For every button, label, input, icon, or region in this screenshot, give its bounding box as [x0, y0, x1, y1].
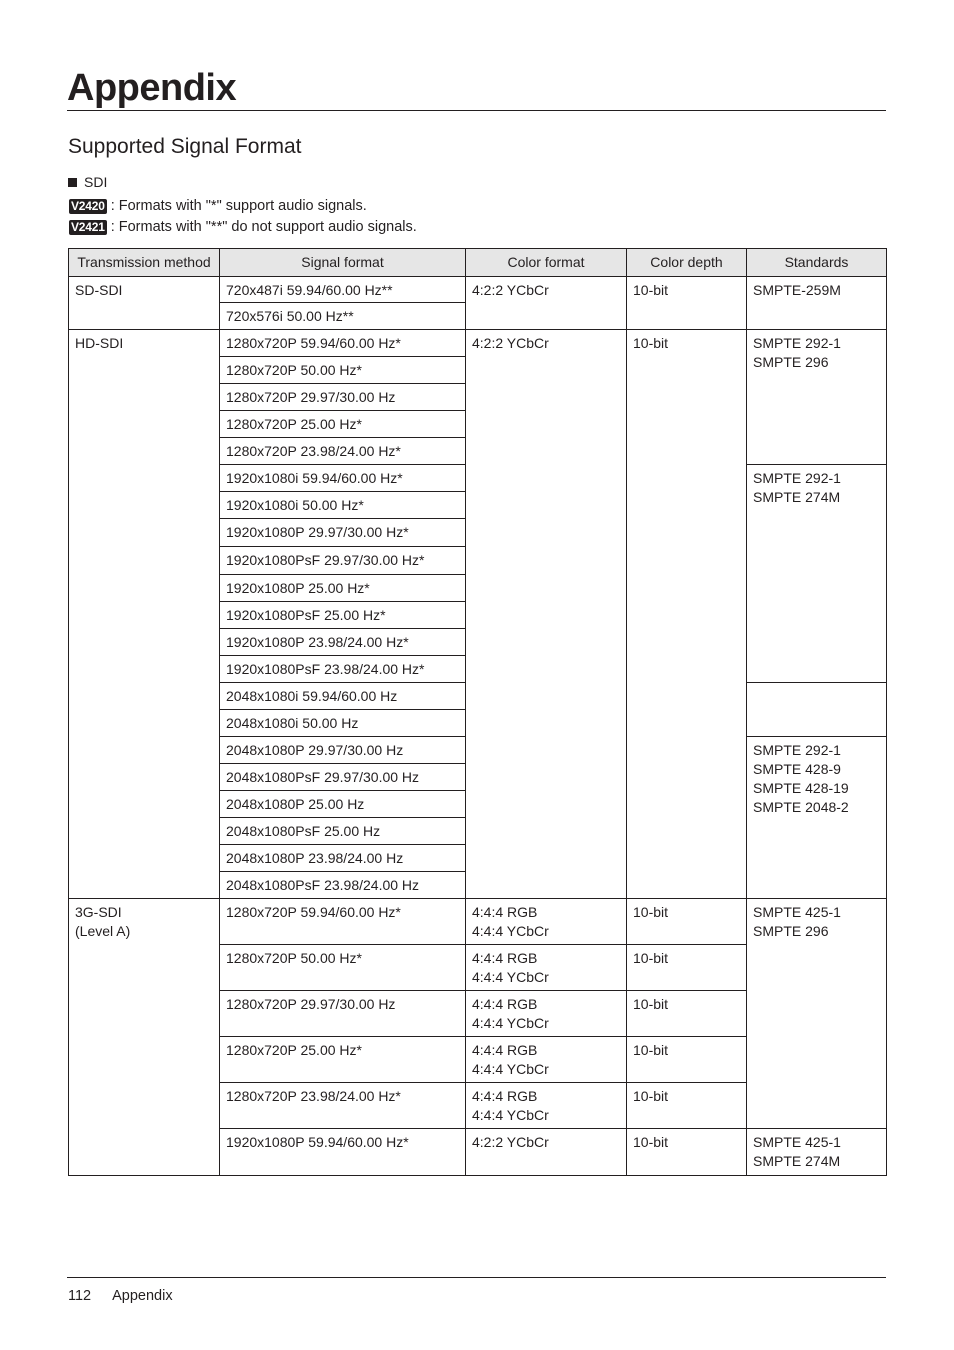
signal-format-cell: 1280x720P 50.00 Hz*: [220, 357, 466, 384]
header-transmission-method: Transmission method: [69, 249, 220, 277]
note-text: : Formats with "*" support audio signals.: [110, 198, 367, 214]
footer-rule: [67, 1277, 886, 1278]
color-format-cell: 4:4:4 RGB 4:4:4 YCbCr: [466, 991, 627, 1037]
signal-format-cell: 1280x720P 29.97/30.00 Hz: [220, 384, 466, 411]
note-audio-unsupported: [69, 217, 417, 237]
page-title: Appendix: [67, 67, 237, 109]
signal-format-cell: 720x576i 50.00 Hz**: [220, 303, 466, 330]
note-audio-supported: [69, 196, 367, 216]
standards-cell: SMPTE 425-1 SMPTE 296: [747, 899, 887, 1129]
color-depth-cell: 10-bit: [627, 991, 747, 1037]
color-depth-cell: 10-bit: [627, 1037, 747, 1083]
sub-heading: [68, 172, 107, 192]
title-rule: [67, 110, 886, 111]
color-format-cell: 4:4:4 RGB 4:4:4 YCbCr: [466, 1083, 627, 1129]
signal-format-cell: 1920x1080PsF 25.00 Hz*: [220, 602, 466, 629]
table-row: [69, 277, 887, 303]
color-format-cell: 4:2:2 YCbCr: [466, 1129, 627, 1176]
signal-format-cell: 1920x1080P 59.94/60.00 Hz*: [220, 1129, 466, 1176]
signal-format-cell: 1920x1080P 23.98/24.00 Hz*: [220, 629, 466, 656]
signal-format-cell: 2048x1080P 29.97/30.00 Hz: [220, 737, 466, 764]
signal-format-cell: 1280x720P 23.98/24.00 Hz*: [220, 438, 466, 465]
signal-format-cell: 1920x1080P 25.00 Hz*: [220, 575, 466, 602]
header-standards: Standards: [747, 249, 887, 277]
standards-cell: SMPTE 425-1 SMPTE 274M: [747, 1129, 887, 1176]
signal-format-cell: 2048x1080i 50.00 Hz: [220, 710, 466, 737]
signal-format-cell: 1280x720P 29.97/30.00 Hz: [220, 991, 466, 1037]
table-row: [69, 899, 887, 945]
table-header-row: [69, 249, 887, 277]
color-format-cell: 4:4:4 RGB 4:4:4 YCbCr: [466, 1037, 627, 1083]
note-text: : Formats with "**" do not support audio signals.: [110, 219, 417, 235]
signal-format-cell: 1280x720P 23.98/24.00 Hz*: [220, 1083, 466, 1129]
header-color-depth: Color depth: [627, 249, 747, 277]
color-depth-cell: 10-bit: [627, 277, 747, 330]
color-format-cell: 4:4:4 RGB 4:4:4 YCbCr: [466, 945, 627, 991]
standards-cell: SMPTE-259M: [747, 277, 887, 330]
color-format-cell: 4:2:2 YCbCr: [466, 277, 627, 330]
signal-format-cell: 1280x720P 25.00 Hz*: [220, 1037, 466, 1083]
signal-format-cell: 2048x1080P 23.98/24.00 Hz: [220, 845, 466, 872]
color-format-cell: 4:4:4 RGB 4:4:4 YCbCr: [466, 899, 627, 945]
sub-heading-label: SDI: [84, 174, 108, 190]
color-depth-cell: 10-bit: [627, 330, 747, 899]
signal-format-cell: 2048x1080PsF 25.00 Hz: [220, 818, 466, 845]
table-body: [69, 277, 887, 1176]
page-number: 112: [68, 1288, 92, 1304]
footer-label: Appendix: [112, 1288, 173, 1304]
standards-cell: SMPTE 292-1 SMPTE 296: [747, 330, 887, 465]
signal-format-cell: 1920x1080i 59.94/60.00 Hz*: [220, 465, 466, 492]
signal-format-cell: 1280x720P 25.00 Hz*: [220, 411, 466, 438]
signal-format-cell: 1280x720P 50.00 Hz*: [220, 945, 466, 991]
header-signal-format: Signal format: [220, 249, 466, 277]
signal-format-cell: 1920x1080PsF 29.97/30.00 Hz*: [220, 547, 466, 575]
transmission-method-cell: HD-SDI: [69, 330, 220, 899]
model-badge: V2420: [71, 198, 105, 213]
standards-cell: SMPTE 292-1 SMPTE 274M: [747, 465, 887, 683]
color-depth-cell: 10-bit: [627, 945, 747, 991]
signal-format-cell: 2048x1080P 25.00 Hz: [220, 791, 466, 818]
signal-format-cell: 1920x1080P 29.97/30.00 Hz*: [220, 519, 466, 547]
section-title: Supported Signal Format: [68, 135, 302, 158]
header-color-format: Color format: [466, 249, 627, 277]
square-bullet-icon: [68, 178, 77, 187]
color-depth-cell: 10-bit: [627, 1083, 747, 1129]
signal-format-cell: 1280x720P 59.94/60.00 Hz*: [220, 899, 466, 945]
standards-cell: SMPTE 292-1 SMPTE 428-9 SMPTE 428-19 SMPTE 2048-2: [747, 737, 887, 899]
signal-format-cell: 1920x1080PsF 23.98/24.00 Hz*: [220, 656, 466, 683]
transmission-method-cell: SD-SDI: [69, 277, 220, 330]
signal-format-cell: 2048x1080i 59.94/60.00 Hz: [220, 683, 466, 710]
signal-format-cell: 1280x720P 59.94/60.00 Hz*: [220, 330, 466, 357]
standards-cell: [747, 683, 887, 737]
signal-format-table: [68, 248, 887, 1176]
table-row: [69, 330, 887, 357]
signal-format-cell: 2048x1080PsF 29.97/30.00 Hz: [220, 764, 466, 791]
transmission-method-cell: 3G-SDI (Level A): [69, 899, 220, 1176]
color-depth-cell: 10-bit: [627, 899, 747, 945]
model-badge: V2421: [71, 219, 105, 234]
signal-format-cell: 2048x1080PsF 23.98/24.00 Hz: [220, 872, 466, 899]
footer: [68, 1286, 173, 1306]
color-depth-cell: 10-bit: [627, 1129, 747, 1176]
color-format-cell: 4:2:2 YCbCr: [466, 330, 627, 899]
signal-format-cell: 1920x1080i 50.00 Hz*: [220, 492, 466, 519]
signal-format-cell: 720x487i 59.94/60.00 Hz**: [220, 277, 466, 303]
